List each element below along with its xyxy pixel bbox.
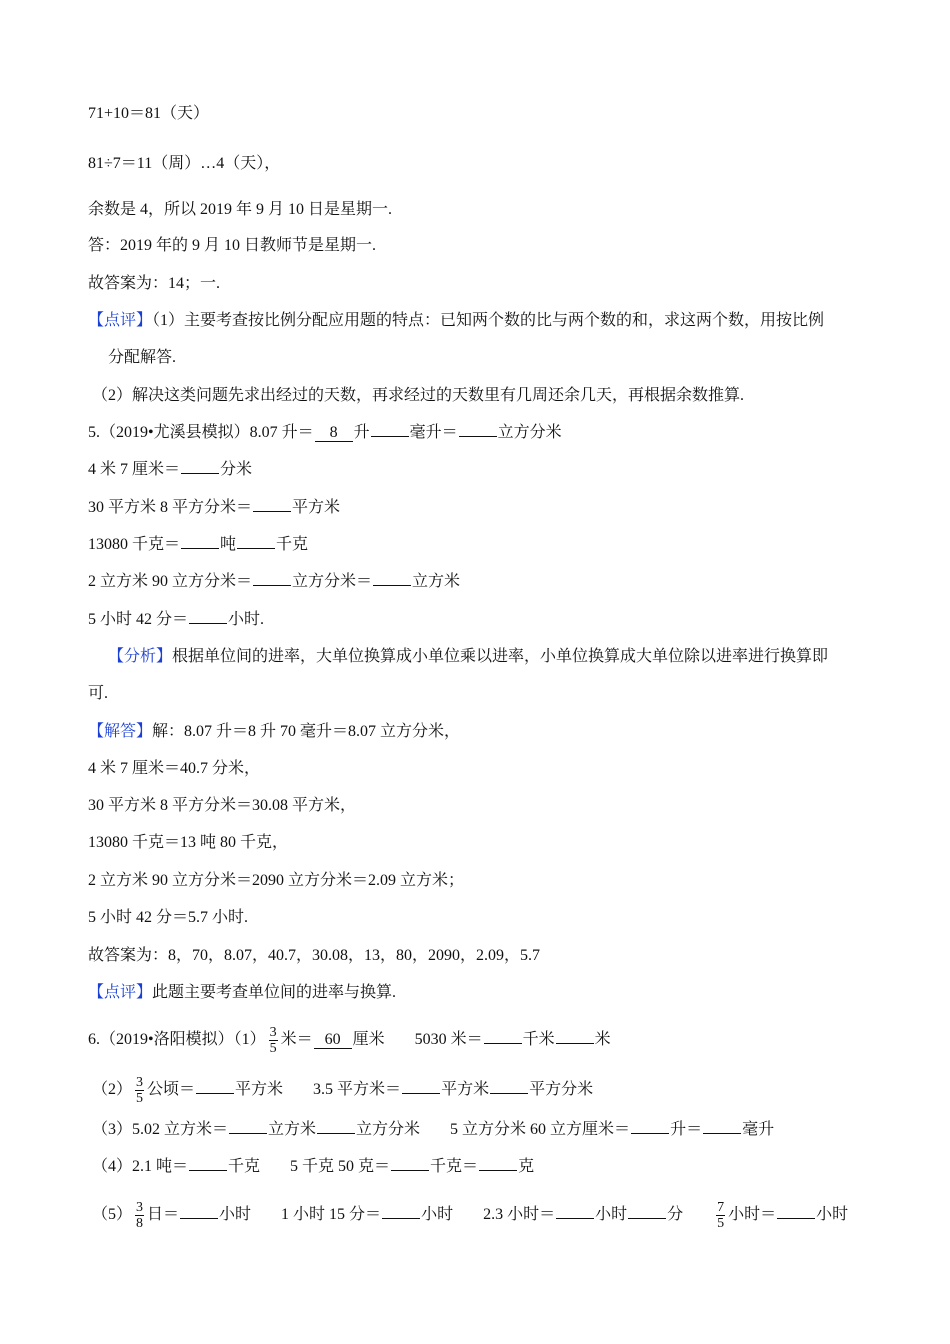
answer-blank (371, 436, 409, 437)
text: 5 小时 42 分＝ (88, 611, 189, 628)
text: 立方分米 (497, 424, 562, 441)
text: 小时＝ (728, 1206, 777, 1224)
numerator: 3 (136, 1075, 144, 1090)
text: 千克＝ (430, 1158, 479, 1175)
text: 2.3 小时＝ (483, 1206, 556, 1224)
text-line (88, 759, 260, 779)
text: 5 小时 42 分＝5.7 小时. (88, 909, 249, 926)
text: 米＝ (280, 1031, 313, 1049)
text: 6.（2019•洛阳模拟）（1） (88, 1031, 266, 1049)
answer-blank (196, 1093, 234, 1094)
text: （2） (92, 1081, 133, 1099)
answer-blank (229, 1133, 267, 1134)
text: 立方米 (268, 1121, 317, 1138)
text-line (88, 274, 220, 294)
text-line (88, 1025, 611, 1056)
text-line (108, 647, 828, 667)
denominator: 8 (136, 1216, 144, 1231)
fraction (135, 1075, 144, 1106)
text-line (108, 348, 176, 368)
text: 5 立方分米 60 立方厘米＝ (450, 1121, 631, 1138)
section-tag: 【分析】 (108, 648, 173, 665)
numerator: 7 (717, 1200, 725, 1215)
text: 千克 (276, 536, 309, 553)
text: 升 (353, 424, 370, 441)
answer-blank (181, 473, 219, 474)
text-line (88, 796, 356, 816)
text: 小时. (228, 611, 265, 628)
section-tag: 【点评】 (88, 984, 153, 1001)
text: （2）解决这类问题先求出经过的天数，再求经过的天数里有几周还余几天，再根据余数推算. (92, 387, 745, 404)
fraction (269, 1025, 278, 1056)
answer-blank (373, 585, 411, 586)
answer-blank (402, 1093, 440, 1094)
text-line (92, 1075, 593, 1106)
denominator: 5 (136, 1091, 144, 1106)
text-line (88, 460, 252, 480)
answer-blank (484, 1043, 522, 1044)
text: 1 小时 15 分＝ (281, 1206, 382, 1224)
text: 立方分米 (356, 1121, 421, 1138)
text-line (88, 946, 540, 966)
text: 分 (667, 1206, 684, 1224)
text: （1）主要考查按比例分配应用题的特点：已知两个数的比与两个数的和，求这两个数，用按比例 (152, 312, 825, 329)
text-line (88, 423, 562, 443)
text-line (92, 1157, 534, 1177)
answer-blank (382, 1218, 420, 1219)
text: 81÷7＝11（周）…4（天）， (88, 155, 281, 172)
text-line (88, 236, 376, 256)
text: 克 (518, 1158, 535, 1175)
text: 升＝ (670, 1121, 703, 1138)
answer-blank: 60 (314, 1032, 352, 1049)
text: 米 (594, 1031, 611, 1049)
answer-blank (479, 1170, 517, 1171)
text: 余数是 4，所以 2019 年 9 月 10 日是星期一. (88, 201, 393, 218)
text: 故答案为：14；一. (88, 275, 221, 292)
answer-blank (253, 585, 291, 586)
text-line (88, 535, 308, 555)
fraction (135, 1200, 144, 1231)
text-line (88, 498, 340, 518)
text: 立方分米＝ (292, 573, 373, 590)
text: 4 米 7 厘米＝ (88, 461, 181, 478)
text: 3.5 平方米＝ (313, 1081, 402, 1099)
text-line (88, 833, 288, 853)
text: 立方米 (412, 573, 461, 590)
numerator: 3 (136, 1200, 144, 1215)
text: 平方米 (292, 499, 341, 516)
text: 平方分米 (529, 1081, 594, 1099)
answer-blank (317, 1133, 355, 1134)
answer-blank (237, 548, 275, 549)
text-line (88, 908, 248, 928)
answer-blank (180, 1218, 218, 1219)
text: 小时 (595, 1206, 628, 1224)
text: 小时 (816, 1206, 849, 1224)
text: 30 平方米 8 平方分米＝ (88, 499, 253, 516)
answer-blank (556, 1043, 594, 1044)
fraction (716, 1200, 725, 1231)
text: 此题主要考查单位间的进率与换算. (152, 984, 397, 1001)
text-line (88, 684, 108, 704)
text: 小时 (421, 1206, 454, 1224)
text-line (88, 104, 209, 124)
denominator: 5 (269, 1041, 277, 1056)
text: 2 立方米 90 立方分米＝2090 立方分米＝2.09 立方米； (88, 872, 465, 889)
text: 71+10＝81（天） (88, 105, 210, 122)
answer-blank (490, 1093, 528, 1094)
text: 故答案为：8，70，8.07，40.7，30.08，13，80，2090，2.09，5.7 (88, 947, 541, 964)
text: 13080 千克＝13 吨 80 千克， (88, 834, 289, 851)
text-line (88, 572, 460, 592)
text: 根据单位间的进率，大单位换算成小单位乘以进率，小单位换算成大单位除以进率进行换算即 (172, 648, 829, 665)
text-line (88, 871, 464, 891)
text-line (88, 610, 264, 630)
text: 小时 (219, 1206, 252, 1224)
text-line (88, 154, 280, 174)
text-line (92, 1200, 848, 1231)
answer-blank (556, 1218, 594, 1219)
text: 分配解答. (108, 349, 177, 366)
text: 公顷＝ (147, 1081, 196, 1099)
text: 5030 米＝ (414, 1031, 483, 1049)
text: 解：8.07 升＝8 升 70 毫升＝8.07 立方分米， (152, 723, 461, 740)
text: 平方米 (441, 1081, 490, 1099)
text: 分米 (220, 461, 253, 478)
text: 5.（2019•尤溪县模拟）8.07 升＝ (88, 424, 314, 441)
text: 平方米 (235, 1081, 284, 1099)
answer-blank (631, 1133, 669, 1134)
text-line (88, 722, 460, 742)
text: 毫升 (742, 1121, 775, 1138)
answer-blank (189, 623, 227, 624)
text: 吨 (220, 536, 237, 553)
text: 13080 千克＝ (88, 536, 181, 553)
text: 千米 (522, 1031, 555, 1049)
section-tag: 【点评】 (88, 312, 153, 329)
text: 答：2019 年的 9 月 10 日教师节是星期一. (88, 237, 377, 254)
text-line (92, 1120, 774, 1140)
answer-blank (391, 1170, 429, 1171)
text: 30 平方米 8 平方分米＝30.08 平方米， (88, 797, 357, 814)
text: （4）2.1 吨＝ (92, 1158, 189, 1175)
text-line (88, 311, 824, 331)
numerator: 3 (269, 1025, 277, 1040)
answer-blank (777, 1218, 815, 1219)
text: 毫升＝ (409, 424, 458, 441)
text-line (88, 983, 396, 1003)
text: 2 立方米 90 立方分米＝ (88, 573, 253, 590)
text: 5 千克 50 克＝ (290, 1158, 391, 1175)
denominator: 5 (717, 1216, 725, 1231)
section-tag: 【解答】 (88, 723, 153, 740)
answer-blank (459, 436, 497, 437)
answer-blank (628, 1218, 666, 1219)
text-line (88, 200, 392, 220)
text: 厘米 (352, 1031, 385, 1049)
text: （5） (92, 1206, 133, 1224)
text: 可. (88, 685, 109, 702)
text: 4 米 7 厘米＝40.7 分米， (88, 760, 261, 777)
answer-blank (703, 1133, 741, 1134)
text-line (92, 386, 744, 406)
answer-blank (181, 548, 219, 549)
answer-blank: 8 (315, 425, 353, 442)
text: 千克 (228, 1158, 261, 1175)
answer-blank (189, 1170, 227, 1171)
text: （3）5.02 立方米＝ (92, 1121, 229, 1138)
answer-blank (253, 511, 291, 512)
text: 日＝ (147, 1206, 180, 1224)
